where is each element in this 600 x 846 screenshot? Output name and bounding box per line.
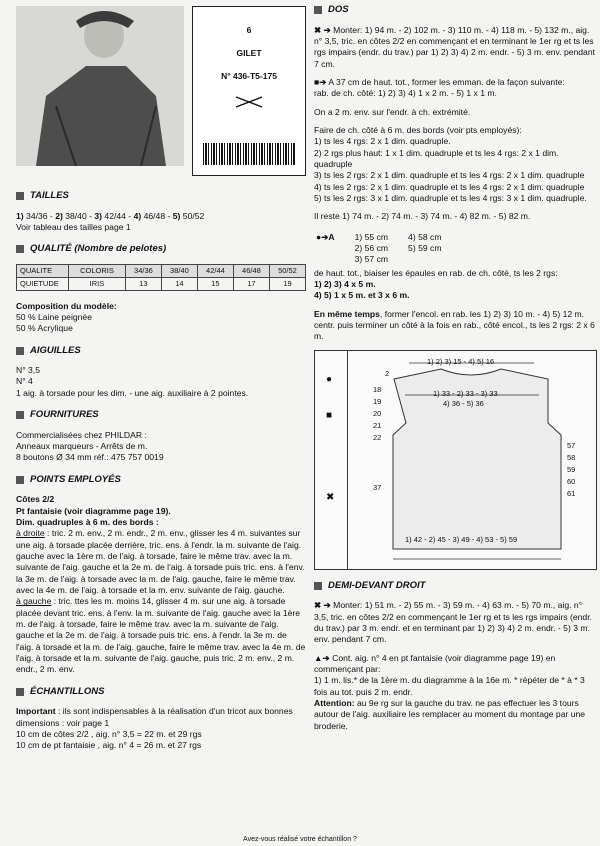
section-echantillons: ÉCHANTILLONS <box>16 686 306 699</box>
pattern-name: GILET <box>236 48 262 59</box>
droite-paragraph: à droite : tric. 2 m. env., 2 m. endr., 2 m. env., glisser les 4 m. suivantes sur une aig. à torsade placée derrière, tric. ens. à l'endr. la m. suivante de l'aig. gauche avec la 1ère m. de l'aig. à torsade, faire le même trav. avec la m. suivante de l'aig. gauche et la 2e m. de l'aig. à torsade puis tric. ens. à l'env. la 3e m. de l'aig. à torsade avec la m. de l'aig. gauche, faire le même trav. avec la 4e m. de l'aig. à torsade et la m. env. suivante de l'aig. gauche. <box>16 528 305 595</box>
square-marker-icon: ■ <box>326 409 333 421</box>
dos-epaules: de haut. tot., biaiser les épaules en rab. de ch. côté, ts les 2 rgs: 1) 2) 3) 4 x 5 m. 4) 5) 1 x 5 m. et 3 x 6 m. <box>314 267 558 301</box>
qualite-table <box>16 264 306 291</box>
fournitures-text: Commercialisées chez PHILDAR : Anneaux marqueurs - Arrêts de m. 8 boutons Ø 34 mm réf.: 475 757 0019 <box>16 429 164 463</box>
section-dos: DOS <box>314 4 597 17</box>
diagram-left-label: 18 <box>373 384 382 394</box>
table-row: QUIETUDE IRIS 13 14 15 17 19 <box>17 277 306 290</box>
diagram-left-label: 21 <box>373 420 382 430</box>
pattern-info-box <box>192 6 306 176</box>
dos-decreases: Faire de ch. côté à 6 m. des bords (voir pts employés): 1) ts les 4 rgs: 2 x 1 dim. quadruple. 2) 2 rgs plus haut: 1 x 1 dim. quadruple et ts les 4 rgs: 2 x 1 dim. quadruple 3) ts les 2 rgs: 2 x 1 dim. quadruple et ts les 4 rgs: 2 x 1 dim. quadruple 4) ts les 2 rgs: 2 x 1 dim. quadruple et ts les 4 rgs: 2 x 1 dim. quadruple 5) ts les 2 rgs: 3 x 1 dim. quadruple et ts les 4 rgs: 3 x 1 dim. quadruple. <box>314 124 587 203</box>
model-photo <box>16 6 184 166</box>
demi-montage: ✖ ➔ Monter: 1) 51 m. - 2) 55 m. - 3) 59 m. - 4) 63 m. - 5) 70 m., aig. n° 3,5, tric. en côtes 2/2 en commençant le 1er rg et ts les rgs impairs (endr. du trav.) par 3 m. endr. et en terminant par 1) 2) 3) 4) 2 m. endr. - 5) 3 m. env. pendant 7 cm. <box>314 600 592 645</box>
model-photo-illustration <box>16 6 184 166</box>
dos-schema-diagram <box>314 350 597 570</box>
crossed-needles-icon <box>234 95 264 109</box>
diagram-left-label: 22 <box>373 432 382 442</box>
square-bullet-icon <box>16 411 24 419</box>
table-header-row: QUALITE COLORIS 34/36 38/40 42/44 46/48 50/52 <box>17 264 306 277</box>
page-footer: Avez-vous réalisé votre échantillon ? <box>243 835 357 843</box>
demi-continue: ▲➔ Cont. aig. n° 4 en pt fantaisie (voir diagramme page 19) en commençant par: 1) 1 m. lis.* de la 1ère m. du diagramme à la 16e m. * répéter de * à * 3 fois au tot. puis 2 m. endr. Attention: au 9e rg sur la gauche du trav. ne pas effectuer les 3 tours autour de l'aig. auxiliaire les remplacer au moment du montage par une broderie. <box>314 652 586 731</box>
diagram-left-label: 19 <box>373 396 382 406</box>
section-demi-devant: DEMI-DEVANT DROIT <box>314 580 597 593</box>
symbol-strip <box>315 351 348 569</box>
header-row <box>16 6 306 176</box>
square-bullet-icon <box>314 6 322 14</box>
composition: Composition du modèle: 50 % Laine peignée 50 % Acrylique <box>16 300 117 334</box>
diagram-top-width: 1) 2) 3) 15 - 4) 5) 16 <box>427 356 495 366</box>
diagram-right-label: 59 <box>567 464 576 474</box>
barcode <box>203 143 295 165</box>
tailles-text: 1) 34/36 - 2) 38/40 - 3) 42/44 - 4) 46/48 - 5) 50/52 Voir tableau des tailles page 1 <box>16 210 205 232</box>
section-points: POINTS EMPLOYÉS <box>16 474 306 487</box>
diagram-left-label: 2 <box>385 368 390 378</box>
left-column <box>16 6 306 756</box>
aiguilles-text: N° 3,5 N° 4 1 aig. à torsade pour les dim. - une aig. auxiliaire à 2 pointes. <box>16 365 249 398</box>
echantillons-text: Important : ils sont indispensables à la réalisation d'un tricot aux bonnes dimensions : voir page 1 10 cm de côtes 2/2 , aig. n° 3,5 = 22 m. et 29 rgs 10 cm de pt fantaisie , aig. n° 4 = 26 m. et 27 rgs <box>16 706 293 751</box>
dos-remaining: Il reste 1) 74 m. - 2) 74 m. - 3) 74 m. - 4) 82 m. - 5) 82 m. <box>314 211 531 222</box>
dos-note: On a 2 m. env. sur l'endr. à ch. extrémité. <box>314 106 471 117</box>
diagram-right-label: 61 <box>567 488 576 498</box>
dos-emmanchures: ■➔ A 37 cm de haut. tot., former les emman. de la façon suivante: rab. de ch. côté: 1) 2) 3) 4) 1 x 2 m. - 5) 1 x 1 m. <box>314 76 565 99</box>
square-bullet-icon <box>16 347 24 355</box>
square-bullet-icon <box>16 192 24 200</box>
section-aiguilles: AIGUILLES <box>16 345 306 358</box>
dos-encolure: En même temps, former l'encol. en rab. les 1) 2) 3) 10 m. - 4) 5) 12 m. centr. puis terminer un côté à la fois en rab., côté encol., ts les 2 rgs: 2 x 6 m. <box>314 308 595 342</box>
circle-marker-icon: ● <box>326 373 333 385</box>
square-bullet-icon <box>314 582 322 590</box>
dos-montage: ✖ ➔ Monter: 1) 94 m. - 2) 102 m. - 3) 110 m. - 4) 118 m. - 5) 132 m., aig. n° 3,5, tric. en côtes 2/2 en commençant et en terminant le 1er rg et ts les rgs impairs (endr. du trav.) par 1) 2) 3) 4) 2 m. endr. - 5) 3 m. env. pendant 7 cm. <box>314 24 596 69</box>
pattern-ref: N° 436-T5-175 <box>221 71 277 82</box>
diagram-mid-width-2: 4) 36 - 5) 36 <box>443 398 484 408</box>
right-column <box>314 4 597 732</box>
square-bullet-icon <box>16 245 24 253</box>
cross-marker-icon: ✖ <box>326 491 335 503</box>
diagram-right-label: 60 <box>567 476 576 486</box>
dos-measurements: ●➔A 1) 55 cm 2) 56 cm 3) 57 cm 4) 58 cm 5) 59 cm <box>316 231 442 265</box>
section-fournitures: FOURNITURES <box>16 409 306 422</box>
section-tailles: TAILLES <box>16 190 306 203</box>
square-bullet-icon <box>16 688 24 696</box>
diagram-mid-width-1: 1) 33 - 2) 33 - 3) 33 <box>433 388 498 398</box>
diagram-left-label: 20 <box>373 408 382 418</box>
diagram-bottom-width: 1) 42 - 2) 45 - 3) 49 - 4) 53 - 5) 59 <box>405 534 518 544</box>
diagram-left-label: 37 <box>373 482 382 492</box>
diagram-right-label: 57 <box>567 440 576 450</box>
diagram-right-label: 58 <box>567 452 576 462</box>
points-text: Côtes 2/2 Pt fantaisie (voir diagramme page 19). Dim. quadruples à 6 m. des bords : à droite : tric. 2 m. env., 2 m. endr., 2 m. env., glisser les 4 m. suivantes sur une aig. à torsade placée derrière, tric. ens. à l'endr. la m. suivante de l'aig. gauche avec la 1ère m. de l'aig. à torsade, faire le même trav. avec la m. suivante de l'aig. gauche et la 2e m. de l'aig. à torsade puis tric. ens. à l'env. la 3e m. de l'aig. à torsade avec la m. de l'aig. gauche, faire le même trav. avec la 4e m. de l'aig. à torsade et la m. env. suivante de l'aig. gauche. à gauche : tric. ttes les m. moins 14, glisser 4 m. sur une aig. à torsade placée devant tric. ens. à l'env. la m. suivante de l'aig. gauche avec la 1ère m. de l'aig. à torsade, faire le même trav. avec la m. suivante de l'aig. gauche et la 2e m. de l'aig. à torsade puis tric. ens. à l'endr. la 3e m. de l'aig. à torsade et la m. de l'aig. gauche, faire le même trav. avec la 4e m. de l'aig. à torsade et la m. suivante de l'aig. gauche, puis tric. 2 m. env., 2 m. endr., 2 m. env. <box>16 494 306 675</box>
pattern-number: 6 <box>246 25 252 35</box>
gauche-paragraph: à gauche : tric. ttes les m. moins 14, glisser 4 m. sur une aig. à torsade placée devant tric. ens. à l'env. la m. suivante de l'aig. gauche avec la 1ère m. de l'aig. à torsade, faire le même trav. avec la m. suivante de l'aig. gauche et la 2e m. de l'aig. à torsade puis tric. ens. à l'endr. la 3e m. de l'aig. à torsade et la m. de l'aig. gauche, faire le même trav. avec la 4e m. de l'aig. à torsade et la m. suivante de l'aig. gauche, puis tric. 2 m. env., 2 m. endr., 2 m. env. <box>16 596 306 675</box>
square-bullet-icon <box>16 476 24 484</box>
section-qualite: QUALITÉ (Nombre de pelotes) <box>16 243 306 256</box>
